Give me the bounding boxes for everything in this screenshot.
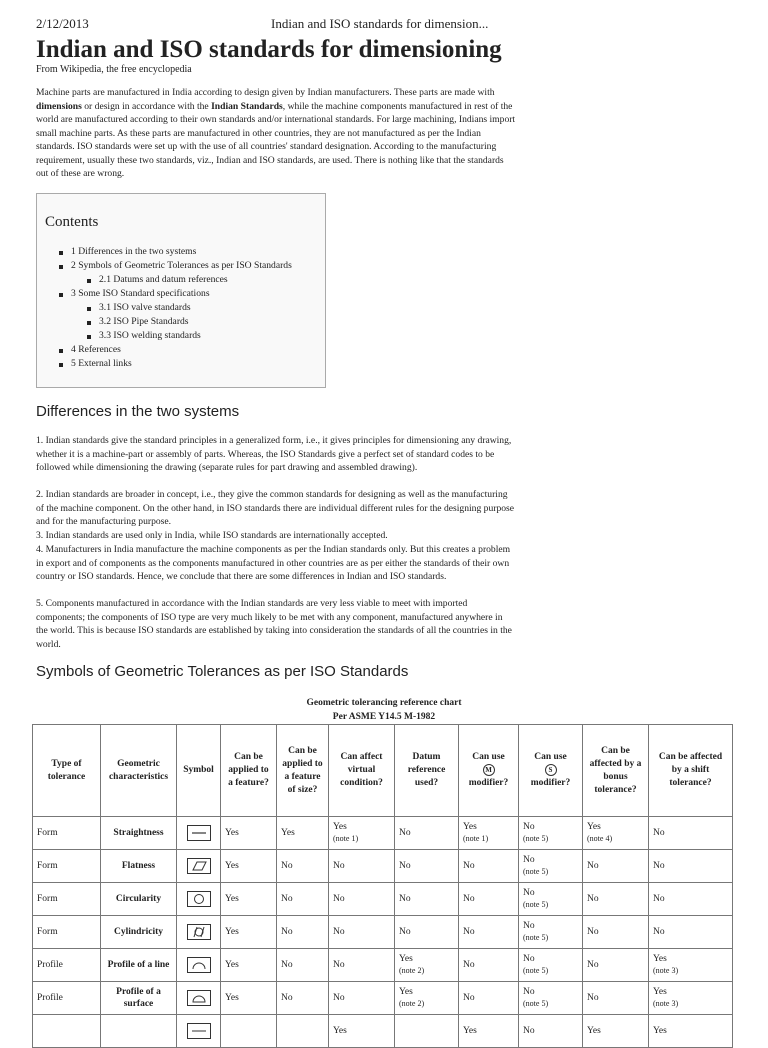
cell-value: No	[587, 993, 599, 1003]
cell-value: No	[333, 927, 345, 937]
cell-value: Yes	[225, 927, 239, 937]
tolerance-type-cell	[33, 1015, 101, 1048]
value-cell	[277, 982, 329, 1015]
value-cell	[459, 916, 519, 949]
value-cell	[583, 982, 649, 1015]
value-cell	[277, 1015, 329, 1048]
profile-line-icon	[187, 957, 211, 973]
value-cell	[221, 949, 277, 982]
value-cell	[583, 883, 649, 916]
cell-value: No	[523, 954, 535, 964]
straightness-icon	[187, 825, 211, 841]
cell-value: No	[463, 927, 475, 937]
value-cell	[519, 949, 583, 982]
cell-value: Yes	[587, 1026, 601, 1036]
cell-value: Yes	[225, 960, 239, 970]
m-modifier-icon: M	[483, 764, 495, 776]
cylindricity-icon	[187, 924, 211, 940]
characteristic-cell: Profile of a surface	[101, 982, 177, 1015]
cell-note: (note 5)	[523, 834, 549, 843]
value-cell	[221, 817, 277, 850]
value-cell	[221, 850, 277, 883]
cell-value: Yes	[399, 987, 413, 997]
characteristic-cell: Flatness	[101, 850, 177, 883]
page-title: Indian and ISO standards for dimensioning	[36, 36, 502, 63]
cell-value: No	[281, 861, 293, 871]
cell-value: No	[463, 960, 475, 970]
cell-note: (note 3)	[653, 966, 679, 975]
value-cell	[459, 949, 519, 982]
value-cell	[329, 850, 395, 883]
partial-row-icon	[187, 1023, 211, 1039]
difference-point: 3. Indian standards are used only in India, while ISO standards are internationally accepted.	[36, 530, 388, 541]
symbol-cell	[177, 916, 221, 949]
cell-value: No	[587, 861, 599, 871]
cell-note: (note 5)	[523, 999, 549, 1008]
value-cell	[395, 883, 459, 916]
cell-value: No	[587, 927, 599, 937]
cell-value: No	[281, 894, 293, 904]
cell-value: Yes	[653, 1026, 667, 1036]
cell-value: Yes	[399, 954, 413, 964]
toc-item[interactable]: 4 References	[59, 343, 292, 357]
characteristic-cell: Profile of a line	[101, 949, 177, 982]
symbol-cell	[177, 817, 221, 850]
value-cell	[395, 916, 459, 949]
cell-value: Yes	[463, 822, 477, 832]
table-row	[33, 817, 733, 850]
value-cell	[329, 1015, 395, 1048]
print-title: Indian and ISO standards for dimension...	[271, 16, 489, 31]
tolerance-type-cell: Profile	[33, 982, 101, 1015]
table-row	[33, 1015, 733, 1048]
tolerance-type-cell: Form	[33, 883, 101, 916]
value-cell	[459, 817, 519, 850]
col-header: Symbol	[177, 725, 221, 817]
value-cell	[649, 982, 733, 1015]
value-cell	[329, 982, 395, 1015]
toc-item[interactable]: 2 Symbols of Geometric Tolerances as per ISO Standards	[59, 259, 292, 273]
cell-value: No	[653, 894, 665, 904]
toc-item[interactable]: 5 External links	[59, 357, 292, 371]
value-cell	[277, 949, 329, 982]
cell-value: No	[333, 894, 345, 904]
difference-point: 5. Components manufactured in accordance with the Indian standards are very less viable to meet with imported components; the components of ISO type are very much likely to be met with any component, manufactured anywhere in the world. This is because ISO standards are established by taking into consideration the standards of all the countries in the world.	[36, 598, 512, 650]
cell-value: No	[399, 861, 411, 871]
cell-value: Yes	[653, 987, 667, 997]
flatness-icon	[187, 858, 211, 874]
cell-note: (note 5)	[523, 966, 549, 975]
col-header-suffix: modifier?	[530, 778, 571, 788]
col-header: Geometric characteristics	[101, 725, 177, 817]
value-cell	[649, 817, 733, 850]
s-modifier-icon: S	[545, 764, 557, 776]
circularity-icon	[187, 891, 211, 907]
tolerance-type-cell: Profile	[33, 949, 101, 982]
table-of-contents	[36, 193, 326, 388]
cell-note: (note 5)	[523, 900, 549, 909]
col-header: Can be applied to a feature of size?	[277, 725, 329, 817]
table-row	[33, 982, 733, 1015]
col-header-suffix: modifier?	[468, 778, 509, 788]
toc-title: Contents	[45, 214, 99, 230]
cell-value: Yes	[225, 861, 239, 871]
toc-item[interactable]: 3.1 ISO valve standards	[87, 301, 292, 315]
cell-value: Yes	[281, 828, 295, 838]
value-cell	[583, 850, 649, 883]
cell-value: No	[463, 993, 475, 1003]
intro-link-dimensions[interactable]: dimensions	[36, 100, 82, 112]
cell-note: (note 3)	[653, 999, 679, 1008]
value-cell	[395, 982, 459, 1015]
col-header: Can affect virtual condition?	[329, 725, 395, 817]
symbol-cell	[177, 850, 221, 883]
col-header-m-modifier	[459, 725, 519, 817]
print-date: 2/12/2013	[36, 16, 89, 31]
cell-value: No	[399, 828, 411, 838]
value-cell	[583, 949, 649, 982]
cell-value: No	[399, 927, 411, 937]
toc-item[interactable]: 3.2 ISO Pipe Standards	[87, 315, 292, 329]
value-cell	[519, 883, 583, 916]
value-cell	[583, 1015, 649, 1048]
value-cell	[395, 817, 459, 850]
cell-value: No	[523, 921, 535, 931]
value-cell	[649, 850, 733, 883]
cell-value: No	[653, 927, 665, 937]
symbol-cell	[177, 982, 221, 1015]
chart-title: Geometric tolerancing reference chart	[306, 698, 462, 708]
cell-value: Yes	[653, 954, 667, 964]
table-body	[33, 817, 733, 1048]
difference-point: 1. Indian standards give the standard principles in a generalized form, i.e., it gives principles for dimensioning any drawing, whether it is a machine-part or assembly of parts. Whereas, the ISO Standards give a perfect set of standard codes to be followed while dimensioning the drawing (separate rules for part drawing and assembled drawing).	[36, 435, 512, 473]
cell-value: Yes	[463, 1026, 477, 1036]
difference-point: 2. Indian standards are broader in concept, i.e., they give the common standards for designing as well as the manufacturing of the machine component. On the other hand, in ISO standards there are individual different rules for the designing purpose and for the manufacturing purpose.	[36, 489, 515, 527]
cell-note: (note 5)	[523, 933, 549, 942]
col-header-label: Can use	[534, 752, 567, 762]
value-cell	[221, 1015, 277, 1048]
value-cell	[649, 949, 733, 982]
cell-value: No	[399, 894, 411, 904]
value-cell	[277, 817, 329, 850]
cell-note: (note 4)	[587, 834, 613, 843]
value-cell	[221, 982, 277, 1015]
col-header: Datum reference used?	[395, 725, 459, 817]
cell-value: No	[523, 822, 535, 832]
value-cell	[583, 916, 649, 949]
cell-value: Yes	[333, 1026, 347, 1036]
value-cell	[329, 817, 395, 850]
value-cell	[519, 1015, 583, 1048]
value-cell	[221, 883, 277, 916]
cell-value: No	[523, 855, 535, 865]
value-cell	[459, 850, 519, 883]
value-cell	[519, 982, 583, 1015]
value-cell	[519, 850, 583, 883]
geometric-tolerancing-table	[32, 724, 733, 1048]
value-cell	[459, 1015, 519, 1048]
difference-point: 4. Manufacturers in India manufacture the machine components as per the Indian standards only. But this creates a problem in export and of components as the components manufactured in other countries are as per either the standards of their own country or ISO standards. Hence, we conclude that there are some differences in Indian and ISO standards.	[36, 544, 511, 582]
value-cell	[329, 916, 395, 949]
cell-value: No	[523, 1026, 535, 1036]
cell-value: Yes	[333, 822, 347, 832]
symbol-cell	[177, 883, 221, 916]
cell-value: No	[653, 828, 665, 838]
intro-link-indian-standards[interactable]: Indian Standards	[211, 100, 283, 112]
value-cell	[221, 916, 277, 949]
cell-value: No	[587, 960, 599, 970]
value-cell	[649, 1015, 733, 1048]
cell-note: (note 2)	[399, 966, 425, 975]
table-row	[33, 949, 733, 982]
value-cell	[459, 883, 519, 916]
cell-note: (note 1)	[463, 834, 489, 843]
col-header-s-modifier	[519, 725, 583, 817]
tolerance-type-cell: Form	[33, 916, 101, 949]
cell-value: No	[333, 861, 345, 871]
toc-item[interactable]: 2.1 Datums and datum references	[87, 273, 292, 287]
intro-text-1: Machine parts are manufactured in India according to design given by Indian manufacturers. These parts are made with	[36, 87, 495, 98]
value-cell	[519, 916, 583, 949]
cell-note: (note 5)	[523, 867, 549, 876]
toc-item[interactable]: 1 Differences in the two systems	[59, 245, 292, 259]
col-header: Can be affected by a bonus tolerance?	[583, 725, 649, 817]
cell-value: No	[653, 861, 665, 871]
toc-item[interactable]: 3.3 ISO welding standards	[87, 329, 292, 343]
cell-value: No	[463, 861, 475, 871]
value-cell	[277, 850, 329, 883]
characteristic-cell	[101, 1015, 177, 1048]
value-cell	[519, 817, 583, 850]
value-cell	[459, 982, 519, 1015]
source-line: From Wikipedia, the free encyclopedia	[36, 64, 192, 75]
characteristic-cell: Cylindricity	[101, 916, 177, 949]
table-row	[33, 916, 733, 949]
cell-note: (note 2)	[399, 999, 425, 1008]
col-header-label: Can use	[472, 752, 505, 762]
table-header-row	[33, 725, 733, 817]
characteristic-cell: Circularity	[101, 883, 177, 916]
cell-note: (note 1)	[333, 834, 359, 843]
value-cell	[395, 850, 459, 883]
value-cell	[277, 883, 329, 916]
value-cell	[329, 883, 395, 916]
cell-value: No	[333, 993, 345, 1003]
chart-caption	[36, 696, 732, 724]
cell-value: No	[523, 987, 535, 997]
value-cell	[395, 949, 459, 982]
table-row	[33, 883, 733, 916]
profile-surface-icon	[187, 990, 211, 1006]
value-cell	[583, 817, 649, 850]
col-header: Can be affected by a shift tolerance?	[649, 725, 733, 817]
value-cell	[649, 883, 733, 916]
value-cell	[329, 949, 395, 982]
toc-list	[59, 245, 292, 371]
cell-value: No	[587, 894, 599, 904]
value-cell	[395, 1015, 459, 1048]
cell-value: Yes	[225, 993, 239, 1003]
symbol-cell	[177, 1015, 221, 1048]
toc-item[interactable]: 3 Some ISO Standard specifications	[59, 287, 292, 301]
cell-value: Yes	[587, 822, 601, 832]
characteristic-cell: Straightness	[101, 817, 177, 850]
intro-text-3: , while the machine components manufactured in rest of the world are manufactured according to their own standards and/or international standards. For large machining, Indians import small machine parts. As these parts are manufactured in other countries, they are not manufactured as per the Indian standards. ISO standards were set up with the use of all countries' standard designation. According to the manufacturing requirement, usually these two standards, viz., Indian and ISO standards, are used. There is nothing like that the standards out of these are wrong.	[36, 100, 516, 179]
cell-value: No	[463, 894, 475, 904]
intro-paragraph	[36, 86, 516, 181]
value-cell	[277, 916, 329, 949]
value-cell	[649, 916, 733, 949]
cell-value: No	[281, 993, 293, 1003]
intro-text-2: or design in accordance with the	[81, 100, 212, 112]
cell-value: No	[281, 927, 293, 937]
symbol-cell	[177, 949, 221, 982]
col-header: Type of tolerance	[33, 725, 101, 817]
cell-value: No	[281, 960, 293, 970]
cell-value: Yes	[225, 828, 239, 838]
cell-value: Yes	[225, 894, 239, 904]
print-header	[36, 16, 732, 34]
tolerance-type-cell: Form	[33, 850, 101, 883]
cell-value: No	[523, 888, 535, 898]
col-header: Can be applied to a feature?	[221, 725, 277, 817]
cell-value: No	[333, 960, 345, 970]
chart-subtitle: Per ASME Y14.5 M-1982	[332, 712, 436, 722]
table-row	[33, 850, 733, 883]
section-heading-differences: Differences in the two systems	[36, 403, 240, 420]
tolerance-type-cell: Form	[33, 817, 101, 850]
section-heading-symbols: Symbols of Geometric Tolerances as per ISO Standards	[36, 663, 409, 680]
